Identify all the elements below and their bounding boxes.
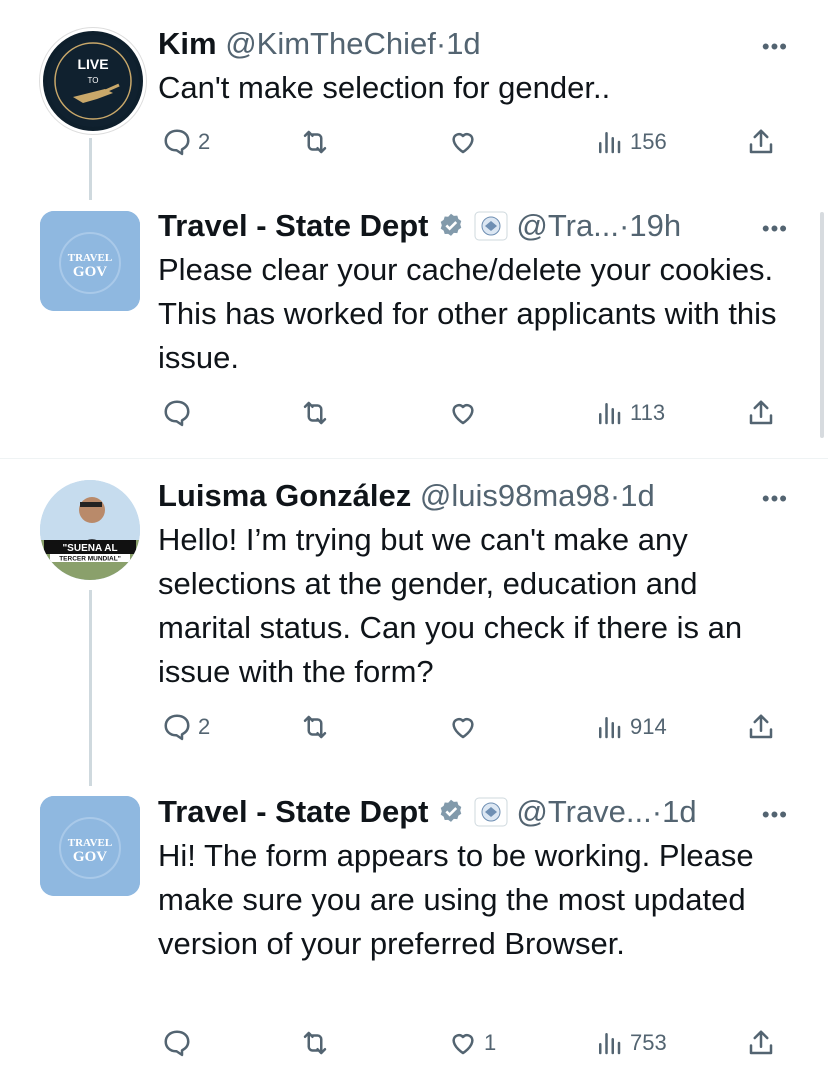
like-button[interactable] [448, 707, 484, 747]
author-name[interactable]: Luisma González [158, 478, 412, 513]
author-handle[interactable]: @Trave... [516, 794, 652, 829]
thread-line [89, 590, 92, 786]
like-button[interactable] [448, 122, 484, 162]
tweet-actions [158, 122, 788, 162]
tweet-text: Hello! I’m trying but we can't make any selections at the gender, education and marital status. Can you check if there is an issue with the form? [158, 522, 743, 689]
separator-dot: · [619, 208, 630, 243]
retweet-icon [300, 1028, 330, 1058]
avatar-text-1: LIVE [77, 56, 109, 72]
travel-gov-logo [40, 211, 140, 311]
view-count: 113 [630, 400, 666, 425]
share-button[interactable] [746, 1023, 776, 1063]
timestamp[interactable]: 1d [620, 478, 655, 513]
heart-icon [448, 1028, 478, 1058]
tweet-header [158, 792, 697, 832]
like-button[interactable] [448, 1023, 496, 1063]
views-button[interactable] [594, 122, 667, 162]
avatar[interactable] [40, 211, 140, 311]
share-button[interactable] [746, 122, 776, 162]
retweet-icon [300, 712, 330, 742]
share-button[interactable] [746, 393, 776, 433]
avatar-text-2: GOV [72, 849, 108, 865]
views-icon [594, 127, 624, 157]
views-icon [594, 712, 624, 742]
retweet-icon [300, 127, 330, 157]
share-button[interactable] [746, 707, 776, 747]
government-seal-icon [474, 797, 508, 827]
profile-photo [40, 480, 140, 580]
author-handle[interactable]: @luis98ma98 [419, 478, 610, 513]
reply-count: 2 [198, 714, 211, 739]
reply-button[interactable] [162, 122, 210, 162]
more-options-icon[interactable]: ••• [761, 486, 788, 511]
author-name[interactable]: Travel - State Dept [158, 794, 429, 829]
author-handle[interactable]: @KimTheChief [225, 26, 436, 61]
avatar[interactable] [40, 796, 140, 896]
share-icon [746, 127, 776, 157]
heart-icon [448, 127, 478, 157]
tweet-actions [158, 707, 788, 747]
tweet-text: Please clear your cache/delete your cookies. This has worked for other applicants with this issue. [158, 252, 777, 375]
tweet-text: Can't make selection for gender.. [158, 70, 611, 105]
author-name[interactable]: Travel - State Dept [158, 208, 429, 243]
view-count: 753 [630, 1030, 667, 1055]
retweet-button[interactable] [300, 393, 336, 433]
avatar-text-1: "SUENA AL [62, 543, 118, 554]
avatar-text-1: TRAVEL [67, 837, 113, 849]
like-button[interactable] [448, 393, 484, 433]
avatar-text-2: TERCER MUNDIAL" [59, 555, 121, 563]
retweet-button[interactable] [300, 122, 336, 162]
reply-icon [162, 398, 192, 428]
more-options-icon[interactable]: ••• [761, 802, 788, 827]
views-button[interactable] [594, 707, 667, 747]
tweet-actions [158, 1023, 788, 1063]
views-button[interactable] [594, 1023, 667, 1063]
tweet-header [158, 206, 681, 246]
separator-dot: · [435, 26, 447, 61]
views-icon [594, 1028, 624, 1058]
timestamp[interactable]: 19h [629, 208, 682, 243]
separator-dot: · [609, 478, 621, 513]
tweet-text: Hi! The form appears to be working. Please make sure you are using the most updated version of your preferred Browser. [158, 838, 754, 961]
timestamp[interactable]: 1d [446, 26, 481, 61]
live-to-fly-logo [43, 31, 143, 131]
view-count: 156 [630, 129, 667, 154]
avatar-text-2: GOV [72, 264, 108, 280]
views-button[interactable] [594, 393, 665, 433]
more-options-icon[interactable]: ••• [761, 216, 788, 241]
reply-icon [162, 1028, 192, 1058]
avatar-text-1: TRAVEL [67, 252, 113, 264]
tweet-header [158, 24, 481, 64]
thread-line [89, 138, 92, 200]
reply-button[interactable] [162, 393, 198, 433]
share-icon [746, 398, 776, 428]
retweet-icon [300, 398, 330, 428]
share-icon [746, 712, 776, 742]
author-name[interactable]: Kim [158, 26, 217, 61]
travel-gov-logo [40, 796, 140, 896]
scrollbar[interactable] [820, 212, 824, 438]
like-count: 1 [484, 1030, 497, 1055]
verified-badge-icon [437, 212, 465, 240]
heart-icon [448, 712, 478, 742]
retweet-button[interactable] [300, 1023, 336, 1063]
government-seal-icon [474, 211, 508, 241]
divider [0, 458, 828, 459]
avatar[interactable] [40, 480, 140, 580]
tweet-header [158, 476, 655, 516]
timestamp[interactable]: 1d [662, 794, 697, 829]
reply-button[interactable] [162, 707, 210, 747]
tweet-actions [158, 393, 788, 433]
view-count: 914 [630, 714, 667, 739]
views-icon [594, 398, 624, 428]
share-icon [746, 1028, 776, 1058]
author-handle[interactable]: @Tra... [516, 208, 620, 243]
verified-badge-icon [437, 798, 465, 826]
reply-count: 2 [198, 129, 211, 154]
more-options-icon[interactable]: ••• [761, 34, 788, 59]
separator-dot: · [651, 794, 663, 829]
heart-icon [448, 398, 478, 428]
reply-icon [162, 127, 192, 157]
retweet-button[interactable] [300, 707, 336, 747]
avatar[interactable] [40, 28, 146, 134]
reply-icon [162, 712, 192, 742]
avatar-text-2: TO [87, 76, 99, 85]
reply-button[interactable] [162, 1023, 198, 1063]
